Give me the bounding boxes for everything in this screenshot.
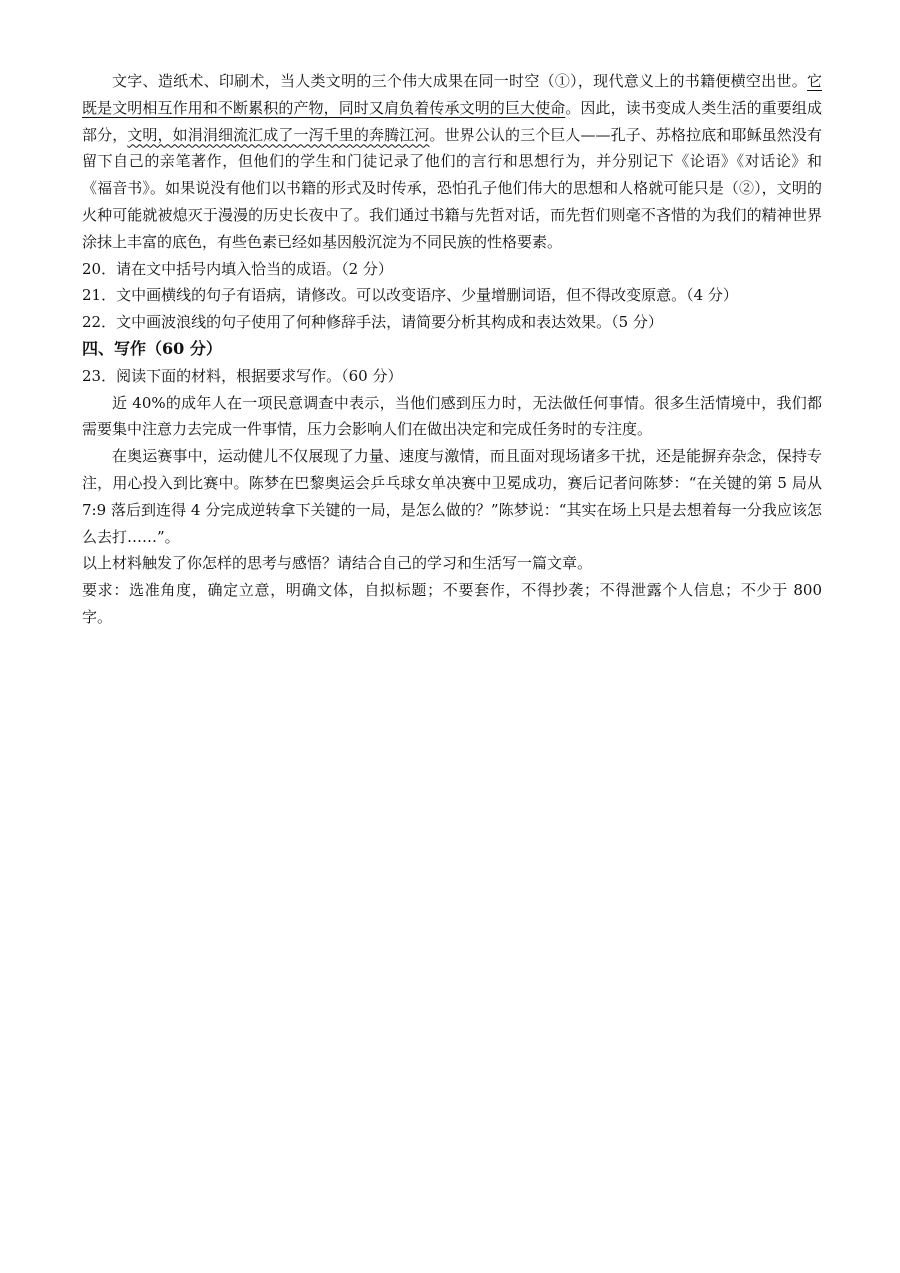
- material-paragraph-1: 近 40%的成年人在一项民意调查中表示，当他们感到压力时，无法做任何事情。很多生活情境中，我们都需要集中注意力去完成一件事情，压力会影响人们在做出决定和完成任务时的专注度。: [82, 393, 822, 439]
- passage-segment-2: 。因此，读书变成人类生活的重要组成部分，: [82, 98, 822, 144]
- question-20: 20．请在文中括号内填入恰当的成语。（2 分）: [82, 259, 393, 278]
- passage-segment-1: 文字、造纸术、印刷术，当人类文明的三个伟大成果在同一时空（①），现代意义上的书籍便横空出世。: [112, 72, 807, 90]
- question-22: 22．文中画波浪线的句子使用了何种修辞手法，请简要分析其构成和表达效果。（5 分）: [82, 313, 663, 332]
- exam-page: [82, 68, 822, 631]
- wavy-underlined-sentence: 文明，如涓涓细流汇成了一泻千里的奔腾江河: [127, 125, 430, 144]
- question-23: 23．阅读下面的材料，根据要求写作。（60 分）: [82, 366, 403, 385]
- question-21: 21．文中画横线的句子有语病，请修改。可以改变语序、少量增删词语，但不得改变原意。（4 分）: [82, 286, 738, 305]
- underlined-sentence: 它既是文明相互作用和不断累积的产物，同时又肩负着传承文明的巨大使命: [82, 72, 822, 117]
- passage-segment-3: 。世界公认的三个巨人——孔子、苏格拉底和耶稣虽然没有留下自己的亲笔著作，但他们的学生和门徒记录了他们的言行和思想行为，并分别记下《论语》《对话论》和《福音书》。如果说没有他们以书籍的形式及时传承，恐怕孔子他们伟大的思想和人格就可能只是（②），文明的火种可能就被熄灭于漫漫的历史长夜中了。我们通过书籍与先哲对话，而先哲们则毫不吝惜的为我们的精神世界涂抹上丰富的底色，有些色素已经如基因般沉淀为不同民族的性格要素。: [82, 125, 822, 251]
- passage-paragraph: [82, 68, 822, 256]
- writing-requirements: 要求：选准角度，确定立意，明确文体，自拟标题；不要套作，不得抄袭；不得泄露个人信息；不少于 800 字。: [82, 581, 822, 626]
- section-heading-writing: 四、写作（60 分）: [82, 338, 222, 358]
- material-paragraph-2: 在奥运赛事中，运动健儿不仅展现了力量、速度与激情，而且面对现场诸多干扰，还是能摒弃杂念，保持专注，用心投入到比赛中。陈梦在巴黎奥运会乒乓球女单决赛中卫冕成功，赛后记者问陈梦：“在关键的第 5 局从 7:9 落后到连得 4 分完成逆转拿下关键的一局，是怎么做的？”陈梦说：“其实在场上只是去想着每一分我应该怎么去打……”。: [82, 447, 822, 546]
- writing-prompt: 以上材料触发了你怎样的思考与感悟？请结合自己的学习和生活写一篇文章。: [82, 554, 593, 573]
